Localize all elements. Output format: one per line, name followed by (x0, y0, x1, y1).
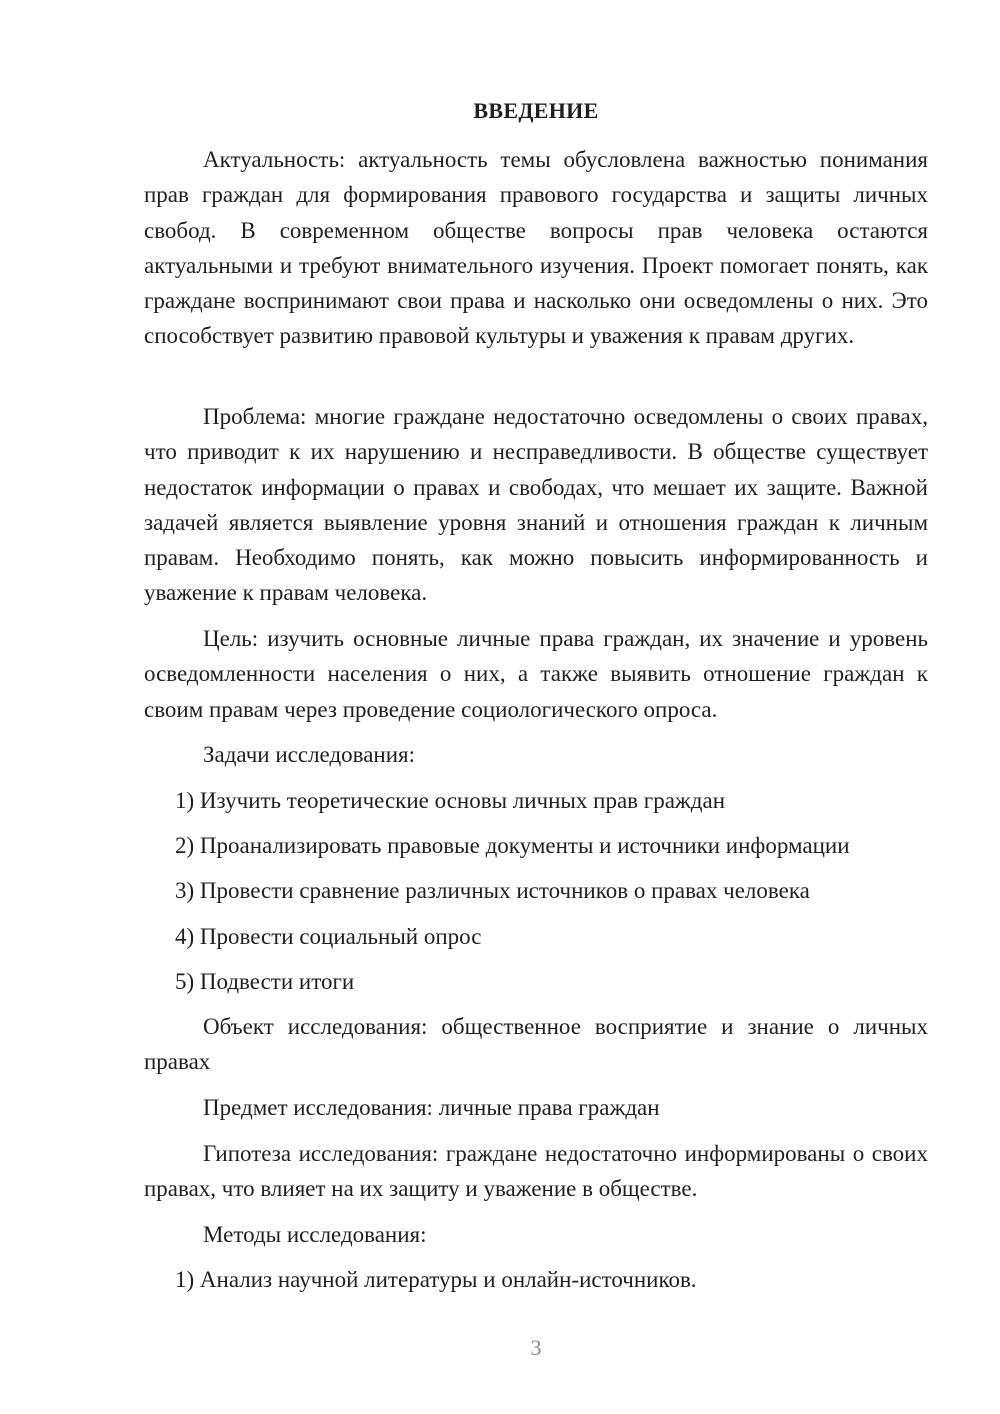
object-paragraph: Объект исследования: общественное восприятие и знание о личных правах (144, 1014, 928, 1075)
task-item: 1) Изучить теоретические основы личных прав граждан (175, 788, 726, 813)
hypothesis-paragraph: Гипотеза исследования: граждане недостаточно информированы о своих правах, что влияет на их защиту и уважение в обществе. (144, 1141, 928, 1202)
task-item: 4) Провести социальный опрос (175, 924, 482, 949)
relevance-paragraph: Актуальность: актуальность темы обусловлена важностью понимания прав граждан для формирования правового государства и защиты личных свобод. В современном обществе вопросы прав человека остаются актуальными и требуют внимательного изучения. Проект помогает понять, как граждане воспринимают свои права и насколько они осведомлены о них. Это способствует развитию правовой культуры и уважения к правам других. (144, 147, 928, 349)
task-item: 5) Подвести итоги (175, 969, 355, 994)
problem-paragraph: Проблема: многие граждане недостаточно осведомлены о своих правах, что приводит к их нарушению и несправедливости. В обществе существует недостаток информации о правах и свободах, что мешает их защите. Важной задачей является выявление уровня знаний и отношения граждан к личным правам. Необходимо понять, как можно повысить информированность и уважение к правам человека. (144, 404, 928, 606)
task-item: 2) Проанализировать правовые документы и источники информации (175, 833, 850, 858)
page-number: 3 (530, 1335, 542, 1360)
task-item: 3) Провести сравнение различных источников о правах человека (175, 878, 810, 903)
method-item: 1) Анализ научной литературы и онлайн-источников. (175, 1267, 697, 1292)
subject-paragraph: Предмет исследования: личные права граждан (203, 1095, 660, 1120)
methods-heading: Методы исследования: (203, 1222, 427, 1247)
goal-paragraph: Цель: изучить основные личные права граждан, их значение и уровень осведомленности населения о них, а также выявить отношение граждан к своим правам через проведение социологического опроса. (144, 626, 928, 722)
page-title: ВВЕДЕНИЕ (473, 98, 599, 123)
tasks-heading: Задачи исследования: (203, 742, 416, 767)
